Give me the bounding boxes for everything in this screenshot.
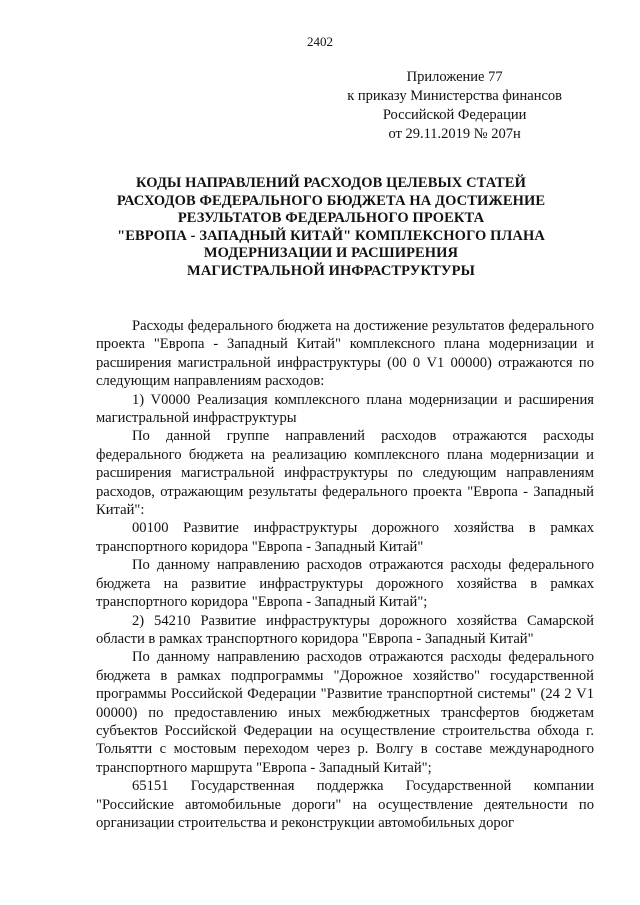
title-line: РЕЗУЛЬТАТОВ ФЕДЕРАЛЬНОГО ПРОЕКТА [177, 210, 485, 226]
body-paragraph: По данной группе направлений расходов отражаются расходы федерального бюджета на реализацию комплексного плана модернизации и расширения магистральной инфраструктуры по следующим направлениям расходов, отражающим результаты федерального проекта "Европа - Западный Китай": [96, 428, 594, 519]
title-line: МАГИСТРАЛЬНОЙ ИНФРАСТРУКТУРЫ [187, 262, 475, 279]
body-paragraph: 2) 54210 Развитие инфраструктуры дорожного хозяйства Самарской области в рамках транспортного коридора "Европа - Западный Китай" [96, 612, 594, 647]
body-paragraph: Расходы федерального бюджета на достижение результатов федерального проекта "Европа - Западный Китай" комплексного плана модернизации и расширения магистральной инфраструктуры (00 0 V1 00000) отражаются по следующим направлениям расходов: [96, 318, 594, 390]
document-title [96, 175, 566, 280]
appendix-line: Приложение 77 [406, 69, 503, 85]
appendix-line: к приказу Министерства финансов [347, 88, 562, 104]
title-line: "ЕВРОПА - ЗАПАДНЫЙ КИТАЙ" КОМПЛЕКСНОГО ПЛАНА [117, 227, 545, 244]
body-paragraph: 1) V0000 Реализация комплексного плана модернизации и расширения магистральной инфраструктуры [96, 391, 594, 427]
body-paragraph: По данному направлению расходов отражаются расходы федерального бюджета на развитие инфраструктуры дорожного хозяйства в рамках транспортного коридора "Европа - Западный Китай"; [96, 557, 594, 611]
title-line: РАСХОДОВ ФЕДЕРАЛЬНОГО БЮДЖЕТА НА ДОСТИЖЕНИЕ [116, 192, 546, 209]
document-body [96, 317, 594, 832]
body-paragraph: 65151 Государственная поддержка Государственной компании "Российские автомобильные дороги" на осуществление деятельности по организации строительства и реконструкции автомобильных дорог [96, 778, 594, 831]
title-line: МОДЕРНИЗАЦИИ И РАСШИРЕНИЯ [203, 245, 459, 261]
body-paragraph: 00100 Развитие инфраструктуры дорожного хозяйства в рамках транспортного коридора "Европа - Западный Китай" [96, 520, 594, 555]
appendix-line: от 29.11.2019 № 207н [388, 126, 521, 142]
title-line: КОДЫ НАПРАВЛЕНИЙ РАСХОДОВ ЦЕЛЕВЫХ СТАТЕЙ [136, 175, 526, 191]
body-paragraph: По данному направлению расходов отражаются расходы федерального бюджета в рамках подпрограммы "Дорожное хозяйство" государственной программы Российской Федерации "Развитие транспортной системы" (24 2 V1 00000) по предоставлению иных межбюджетных трансфертов бюджетам субъектов Российской Федерации на осуществление строительства обхода г. Тольятти с мостовым переходом через р. Волгу в составе международного транспортного маршрута "Европа - Западный Китай"; [96, 649, 594, 776]
page-number: 2402 [307, 34, 333, 49]
appendix-line: Российской Федерации [382, 107, 527, 123]
appendix-reference [347, 68, 562, 144]
